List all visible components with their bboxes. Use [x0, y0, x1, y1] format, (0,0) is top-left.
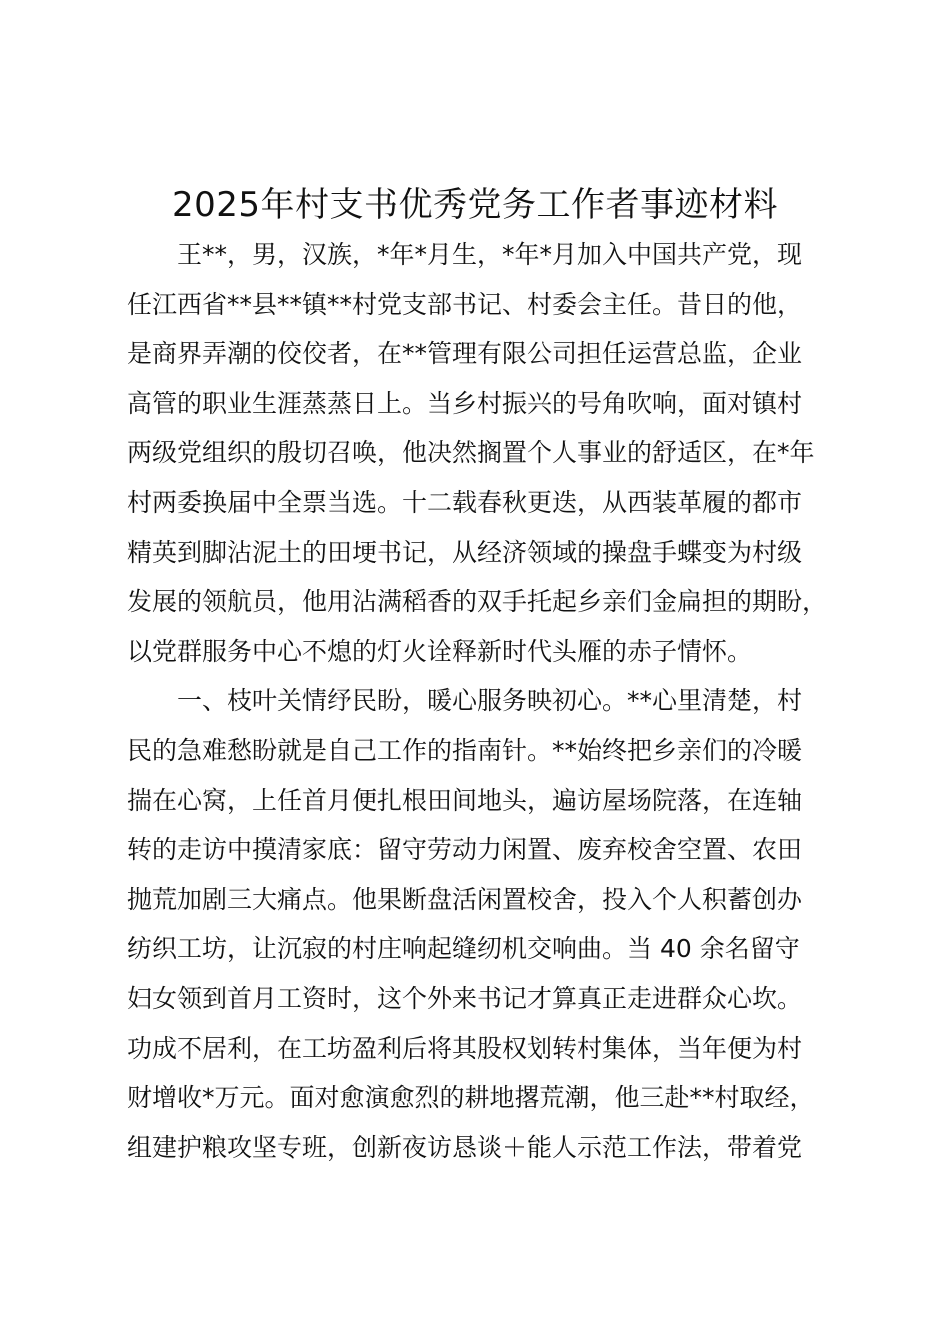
paragraph-line: 发展的领航员，他用沾满稻香的双手托起乡亲们金扁担的期盼， [127, 587, 828, 617]
document-title: 2025年村支书优秀党务工作者事迹材料 [171, 185, 779, 225]
paragraph-line: 民的急难愁盼就是自己工作的指南针。**始终把乡亲们的冷暖 [127, 735, 803, 765]
document-body [127, 230, 837, 1172]
paragraph-line: 功成不居利，在工坊盈利后将其股权划转村集体，当年便为村 [127, 1033, 803, 1063]
paragraph-intro [127, 230, 837, 676]
paragraph-line: 抛荒加剧三大痛点。他果断盘活闲置校舍，投入个人积蓄创办 [127, 884, 803, 914]
paragraph-section-one [127, 676, 837, 1172]
paragraph-line: 一、枝叶关情纾民盼，暖心服务映初心。**心里清楚，村 [177, 686, 803, 716]
paragraph-line: 高管的职业生涯蒸蒸日上。当乡村振兴的号角吹响，面对镇村 [127, 388, 803, 418]
paragraph-line: 是商界弄潮的佼佼者，在**管理有限公司担任运营总监，企业 [127, 339, 803, 369]
paragraph-line: 两级党组织的殷切召唤，他决然搁置个人事业的舒适区，在*年 [127, 438, 815, 468]
paragraph-line: 纺织工坊，让沉寂的村庄响起缝纫机交响曲。当 40 余名留守 [127, 934, 800, 964]
paragraph-line: 组建护粮攻坚专班，创新夜访恳谈＋能人示范工作法，带着党 [127, 1132, 803, 1162]
paragraph-line: 妇女领到首月工资时，这个外来书记才算真正走进群众心坎。 [127, 983, 803, 1013]
paragraph-line: 村两委换届中全票当选。十二载春秋更迭，从西装革履的都市 [127, 487, 803, 517]
paragraph-line: 精英到脚沾泥土的田埂书记，从经济领域的操盘手蝶变为村级 [127, 537, 803, 567]
paragraph-line: 王**，男，汉族，*年*月生，*年*月加入中国共产党，现 [177, 240, 803, 269]
paragraph-line: 转的走访中摸清家底：留守劳动力闲置、废弃校舍空置、农田 [127, 835, 803, 865]
paragraph-line: 以党群服务中心不熄的灯火诠释新时代头雁的赤子情怀。 [127, 636, 753, 666]
paragraph-line: 财增收*万元。面对愈演愈烈的耕地撂荒潮，他三赴**村取经， [127, 1083, 815, 1113]
paragraph-line: 揣在心窝，上任首月便扎根田间地头，遍访屋场院落，在连轴 [127, 785, 803, 815]
paragraph-line: 任江西省**县**镇**村党支部书记、村委会主任。昔日的他， [127, 289, 803, 319]
